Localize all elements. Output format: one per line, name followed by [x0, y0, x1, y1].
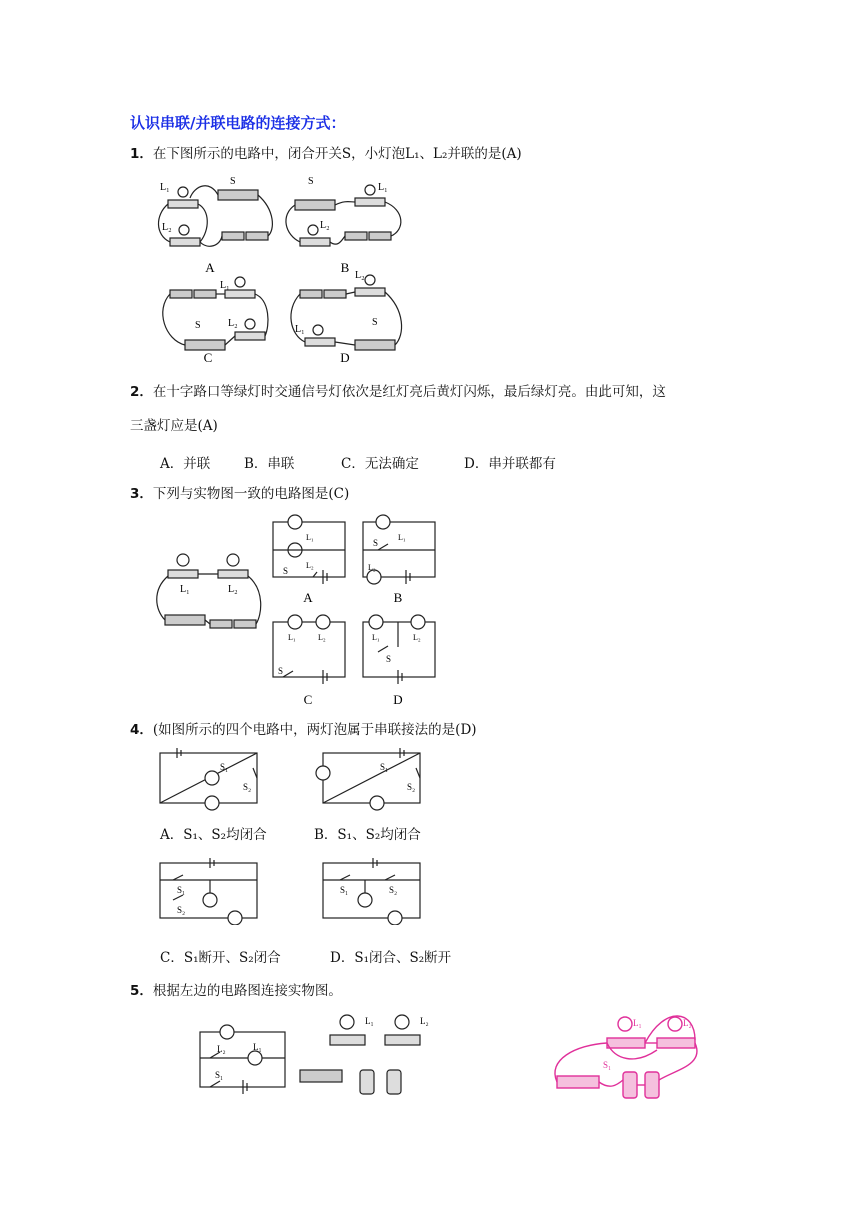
q4-option-a: A．S₁、S₂均闭合 [160, 827, 267, 843]
label-l2: L₂ [420, 1016, 429, 1026]
fig-label-a: A [205, 260, 215, 275]
q5-circuit-diagram [195, 1020, 290, 1095]
label-l1: L₁ [378, 182, 388, 193]
label-l2: L₂ [306, 561, 314, 570]
fig-label-b: B [393, 590, 403, 605]
label-l2: L₂ [355, 270, 365, 281]
label-s1: S₁ [177, 885, 186, 895]
label-s1: S₁ [380, 762, 389, 772]
question-number: 5． [130, 983, 153, 999]
question-text: 下列与实物图一致的电路图是(C) [152, 486, 350, 502]
label-l1: L₁ [372, 633, 380, 642]
label-l1: L₁ [160, 182, 170, 193]
question-number: 3． [130, 486, 153, 502]
question-text: (如图所示的四个电路中，两灯泡属于串联接法的是(D) [152, 722, 477, 738]
label-s1: S₁ [603, 1060, 612, 1070]
label-l1: L₁ [306, 533, 314, 542]
q4-diagrams-top [155, 748, 455, 813]
label-l2: L₂ [228, 318, 238, 329]
question-3 [130, 486, 349, 502]
label-l2: L₂ [683, 1018, 692, 1028]
q3-physical-circuit [150, 540, 270, 640]
fig-label-b: B [340, 260, 350, 275]
label-l1: L₁ [633, 1018, 642, 1028]
label-l2: L₂ [228, 584, 238, 595]
fig-label-d: D [340, 350, 350, 365]
question-2 [130, 384, 666, 400]
q1-circuit-figures [150, 170, 420, 365]
label-s1: S₁ [340, 885, 349, 895]
question-1 [130, 146, 522, 162]
label-l1: L₁ [220, 280, 230, 291]
label-l2: L₂ [368, 563, 376, 572]
label-s: S [195, 320, 201, 331]
option-c: C．无法确定 [341, 456, 419, 472]
q5-physical-parts [295, 1010, 445, 1100]
q4-option-d: D．S₁闭合、S₂断开 [330, 950, 452, 966]
fig-label-c: C [303, 692, 313, 707]
label-l1: L₁ [398, 533, 406, 542]
label-s1: S₁ [215, 1070, 224, 1080]
option-d: D．串并联都有 [464, 456, 556, 472]
label-s: S [283, 566, 289, 576]
fig-label-d: D [393, 692, 403, 707]
label-l1: L₁ [253, 1042, 262, 1052]
q4-diagrams-bottom [155, 855, 455, 925]
label-s: S [386, 654, 392, 664]
label-l2: L₂ [162, 222, 172, 233]
label-l1: L₁ [295, 324, 305, 335]
q5-answer-drawing [545, 1010, 705, 1110]
question-text-line1: 在十字路口等绿灯时交通信号灯依次是红灯亮后黄灯闪烁，最后绿灯亮。由此可知，这 [152, 384, 666, 400]
label-l1: L₁ [288, 633, 296, 642]
label-s2: S₂ [407, 782, 416, 792]
option-b: B．串联 [244, 456, 295, 472]
question-2-line2: 三盏灯应是(A) [130, 418, 218, 434]
question-text: 根据左边的电路图连接实物图。 [152, 983, 342, 999]
question-number: 4． [130, 722, 153, 738]
q3-circuit-diagrams [268, 512, 443, 712]
label-l2: L₂ [217, 1044, 226, 1054]
label-s: S [278, 666, 284, 676]
fig-label-a: A [303, 590, 313, 605]
q4-option-c: C．S₁断开、S₂闭合 [160, 950, 281, 966]
label-s2: S₂ [389, 885, 398, 895]
question-number: 2． [130, 384, 153, 400]
label-s: S [230, 176, 236, 187]
fig-label-c: C [203, 350, 213, 365]
q4-option-b: B．S₁、S₂均闭合 [314, 827, 421, 843]
label-s: S [373, 538, 379, 548]
question-text: 在下图所示的电路中，闭合开关S，小灯泡L₁、L₂并联的是(A) [152, 146, 522, 162]
label-l2: L₂ [413, 633, 421, 642]
label-s2: S₂ [177, 905, 186, 915]
label-s: S [372, 317, 378, 328]
label-s2: S₂ [243, 782, 252, 792]
label-l1: L₁ [365, 1016, 374, 1026]
question-4 [130, 722, 477, 738]
section-title: 认识串联/并联电路的连接方式： [130, 114, 346, 132]
option-a: A．并联 [160, 456, 211, 472]
question-5 [130, 983, 342, 999]
label-l2: L₂ [320, 220, 330, 231]
label-l2: L₂ [318, 633, 326, 642]
label-l1: L₁ [180, 584, 190, 595]
question-number: 1． [130, 146, 153, 162]
label-s1: S₁ [220, 762, 229, 772]
label-s: S [308, 176, 314, 187]
